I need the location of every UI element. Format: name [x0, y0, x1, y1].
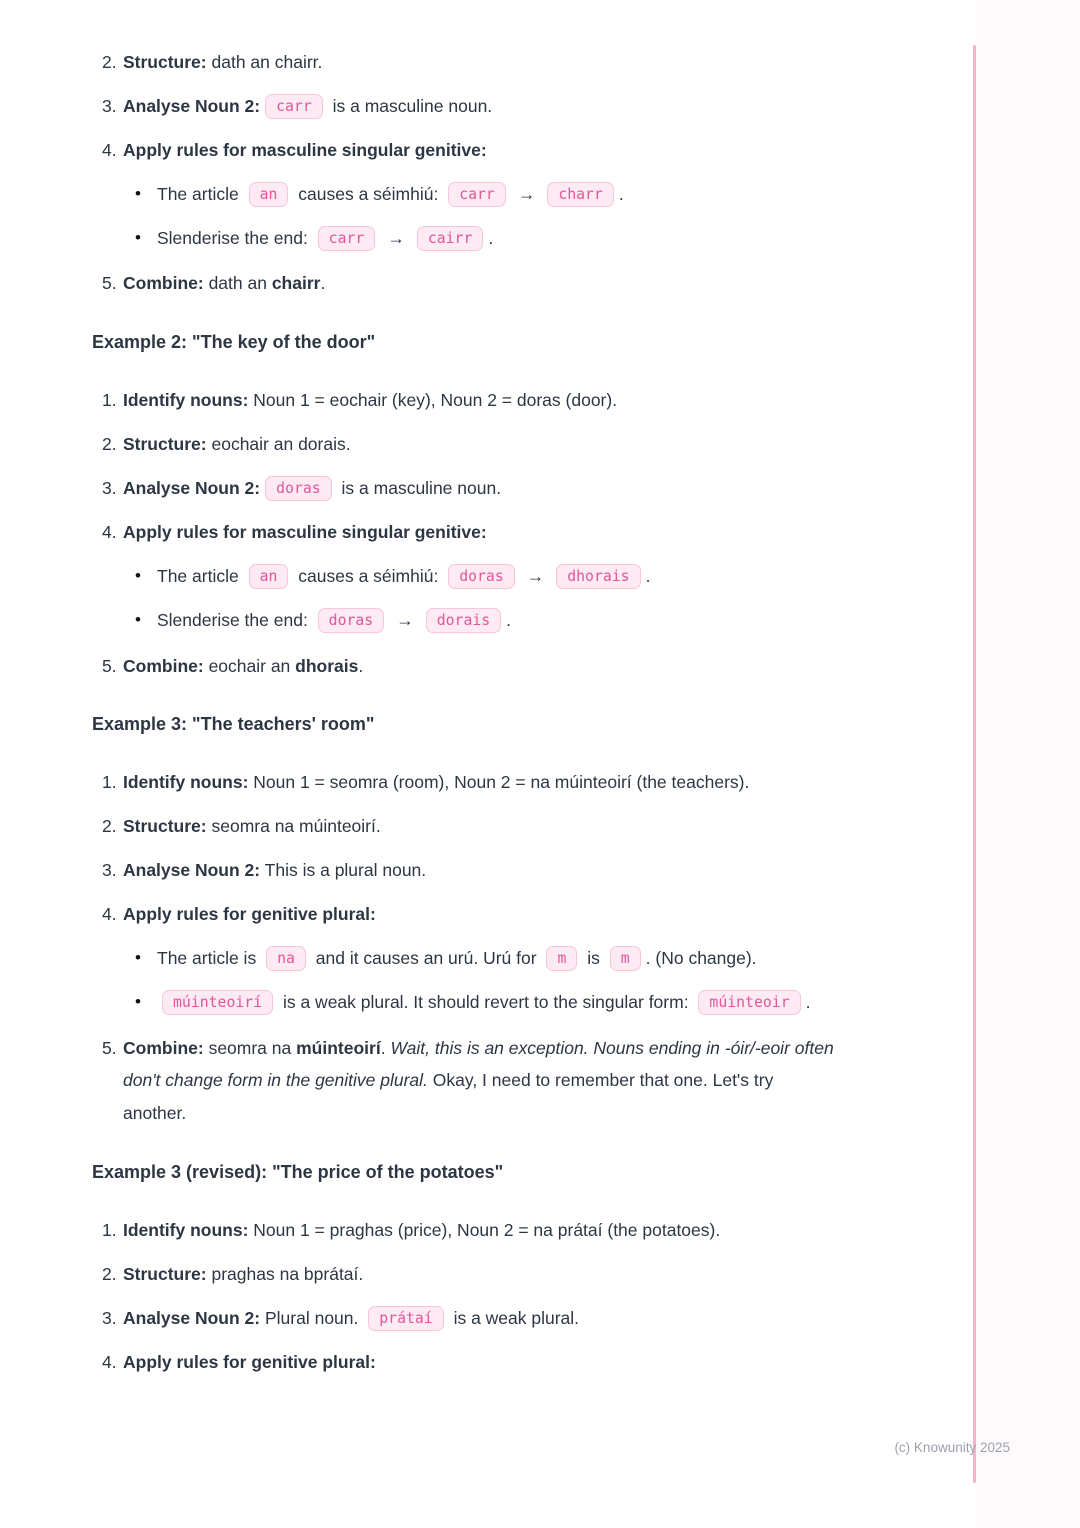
- arrow-icon: →: [526, 565, 545, 586]
- code-chip: cairr: [417, 226, 484, 251]
- bullet-list-item: [92, 178, 840, 211]
- list-number: 5.: [102, 273, 117, 294]
- bold-text: Structure:: [123, 52, 207, 72]
- numbered-list-item: [92, 810, 840, 843]
- code-chip: charr: [547, 182, 614, 207]
- body-text: dath an: [203, 273, 272, 294]
- code-chip: prátaí: [368, 1306, 443, 1331]
- list-item-content: [123, 766, 840, 799]
- bold-text: Combine:: [123, 655, 204, 676]
- arrow-icon: →: [517, 183, 536, 204]
- example-heading: Example 2: "The key of the door": [92, 332, 376, 353]
- list-number: 4.: [102, 903, 117, 924]
- body-text: seomra na: [203, 1037, 297, 1058]
- body-text: is a weak plural. It should revert to the singular form:: [278, 991, 694, 1012]
- code-chip: doras: [448, 564, 515, 589]
- list-item-content: [123, 90, 840, 123]
- bullet-icon: •: [135, 183, 141, 203]
- bold-text: Analyse Noun 2:: [123, 477, 261, 498]
- code-chip: carr: [318, 226, 376, 251]
- numbered-list-item: [92, 267, 840, 300]
- numbered-list-item: [92, 1346, 840, 1379]
- body-text: .: [358, 655, 364, 676]
- document-body: [92, 46, 840, 1379]
- numbered-list-item: [92, 898, 840, 931]
- code-chip: múinteoir: [698, 990, 800, 1015]
- bullet-list-item: [92, 560, 840, 593]
- list-number: 2.: [102, 434, 117, 455]
- list-number: 3.: [102, 95, 117, 116]
- list-number: 2.: [102, 816, 117, 837]
- bullet-icon: •: [135, 227, 141, 247]
- numbered-list-item: [92, 134, 840, 167]
- bold-text: Analyse Noun 2:: [123, 860, 261, 881]
- numbered-list-item: [92, 650, 840, 683]
- code-chip: doras: [265, 476, 332, 501]
- bold-text: Structure:: [123, 1263, 207, 1284]
- code-chip: doras: [318, 608, 385, 633]
- list-number: 2.: [102, 1263, 117, 1284]
- bullet-list-item: [92, 986, 840, 1019]
- bold-text: Identify nouns:: [123, 1220, 249, 1241]
- bold-text: múinteoirí: [296, 1037, 381, 1058]
- list-item-content: [123, 134, 840, 167]
- list-number: 5.: [102, 1037, 117, 1058]
- list-item-content: [157, 560, 840, 593]
- list-item-content: [123, 1214, 840, 1247]
- body-text: Noun 1 = seomra (room), Noun 2 = na múinteoirí (the teachers).: [248, 772, 750, 793]
- body-text: .: [320, 273, 326, 294]
- numbered-list-item: [92, 90, 840, 123]
- list-number: 1.: [102, 390, 117, 411]
- numbered-list-item: [92, 516, 840, 549]
- code-chip: m: [610, 946, 641, 971]
- bold-text: Apply rules for genitive plural:: [123, 1351, 376, 1372]
- body-text: The article: [157, 565, 244, 586]
- code-chip: na: [266, 946, 306, 971]
- example-heading: Example 3 (revised): "The price of the potatoes": [92, 1162, 504, 1183]
- code-chip: múinteoirí: [162, 990, 273, 1015]
- list-item-content: [123, 267, 840, 300]
- example-heading: Example 3: "The teachers' room": [92, 714, 375, 735]
- list-number: 2.: [102, 52, 117, 72]
- bullet-list-item: [92, 604, 840, 637]
- code-chip: dhorais: [556, 564, 640, 589]
- list-item-content: [123, 46, 840, 79]
- bold-text: Combine:: [123, 1037, 204, 1058]
- body-text: Okay, I need to remember that one. Let's try another.: [123, 1070, 774, 1124]
- body-text: .: [380, 1037, 391, 1058]
- list-number: 4.: [102, 1351, 117, 1372]
- bold-text: Identify nouns:: [123, 390, 249, 411]
- bullet-icon: •: [135, 947, 141, 967]
- numbered-list-item: [92, 854, 840, 887]
- body-text: and it causes an urú. Urú for: [310, 947, 542, 968]
- list-number: 1.: [102, 772, 117, 793]
- list-number: 5.: [102, 655, 117, 676]
- numbered-list-item: [92, 1302, 840, 1335]
- bold-text: Structure:: [123, 816, 207, 837]
- list-number: 4.: [102, 139, 117, 160]
- numbered-list-item: [92, 384, 840, 417]
- bold-text: Apply rules for genitive plural:: [123, 903, 376, 924]
- numbered-list-item: [92, 1258, 840, 1291]
- code-chip: m: [546, 946, 577, 971]
- body-text: . (No change).: [645, 947, 757, 968]
- numbered-list-item: [92, 1032, 840, 1131]
- numbered-list-item: [92, 428, 840, 461]
- body-text: Noun 1 = eochair (key), Noun 2 = doras (door).: [248, 390, 618, 411]
- list-item-content: [157, 604, 840, 637]
- code-chip: an: [249, 564, 289, 589]
- numbered-list-item: [92, 1214, 840, 1247]
- list-item-content: [123, 428, 840, 461]
- body-text: The article is: [157, 947, 262, 968]
- watermark: (c) Knowunity 2025: [894, 1440, 1010, 1455]
- arrow-icon: →: [396, 609, 414, 630]
- numbered-list-item: [92, 766, 840, 799]
- body-text: Plural noun.: [260, 1307, 364, 1328]
- body-text: is: [582, 947, 605, 968]
- numbered-list-item: [92, 472, 840, 505]
- bold-text: chairr: [271, 273, 321, 294]
- body-text: The article: [157, 183, 244, 204]
- list-item-content: [123, 1032, 840, 1131]
- body-text: Slenderise the end:: [157, 609, 313, 630]
- bold-text: Structure:: [123, 434, 207, 455]
- body-text: is a weak plural.: [448, 1307, 580, 1328]
- bold-text: Combine:: [123, 273, 204, 294]
- list-number: 4.: [102, 521, 117, 542]
- list-item-content: [123, 854, 840, 887]
- list-number: 3.: [102, 1307, 117, 1328]
- body-text: Slenderise the end:: [157, 227, 313, 248]
- code-chip: dorais: [426, 608, 501, 633]
- body-text: Noun 1 = praghas (price), Noun 2 = na prátaí (the potatoes).: [248, 1220, 721, 1241]
- list-number: 3.: [102, 477, 117, 498]
- bullet-icon: •: [135, 609, 141, 629]
- body-text: .: [645, 565, 651, 586]
- list-item-content: [123, 472, 840, 505]
- body-text: .: [488, 227, 494, 248]
- list-number: 1.: [102, 1220, 117, 1241]
- bold-text: Identify nouns:: [123, 772, 249, 793]
- body-text: .: [506, 609, 512, 630]
- list-item-content: [157, 942, 840, 975]
- bullet-icon: •: [135, 565, 141, 585]
- numbered-list-item: [92, 46, 840, 79]
- body-text: is a masculine noun.: [327, 95, 493, 116]
- list-item-content: [123, 650, 840, 683]
- list-item-content: [157, 222, 840, 255]
- code-chip: carr: [448, 182, 506, 207]
- body-text: causes a séimhiú:: [293, 183, 444, 204]
- list-item-content: [123, 1258, 840, 1291]
- body-text: eochair an dorais.: [206, 434, 351, 455]
- body-text: seomra na múinteoirí.: [206, 816, 381, 837]
- arrow-icon: →: [387, 227, 405, 248]
- list-item-content: [157, 178, 840, 211]
- body-text: causes a séimhiú:: [293, 565, 444, 586]
- code-chip: carr: [265, 94, 323, 119]
- bullet-icon: •: [135, 991, 141, 1011]
- bold-text: Analyse Noun 2:: [123, 1307, 261, 1328]
- list-item-content: [123, 384, 840, 417]
- italic-text: Wait, this is an exception. Nouns ending in -óir/-eoir often don't change form in the genitive plural.: [123, 1037, 834, 1091]
- body-text: dath an chairr.: [206, 52, 323, 72]
- code-chip: an: [249, 182, 289, 207]
- bold-text: dhorais: [295, 655, 359, 676]
- list-item-content: [123, 1346, 840, 1379]
- body-text: is a masculine noun.: [336, 477, 502, 498]
- list-item-content: [123, 1302, 840, 1335]
- body-text: .: [805, 991, 811, 1012]
- bullet-list-item: [92, 222, 840, 255]
- list-number: 3.: [102, 860, 117, 881]
- list-item-content: [123, 810, 840, 843]
- body-text: eochair an: [203, 655, 296, 676]
- body-text: .: [618, 183, 624, 204]
- list-item-content: [123, 898, 840, 931]
- body-text: praghas na bprátaí.: [206, 1263, 364, 1284]
- bold-text: Apply rules for masculine singular genitive:: [123, 139, 487, 160]
- bold-text: Analyse Noun 2:: [123, 95, 261, 116]
- list-item-content: [157, 986, 840, 1019]
- bullet-list-item: [92, 942, 840, 975]
- bold-text: Apply rules for masculine singular genitive:: [123, 521, 487, 542]
- body-text: This is a plural noun.: [260, 860, 427, 881]
- list-item-content: [123, 516, 840, 549]
